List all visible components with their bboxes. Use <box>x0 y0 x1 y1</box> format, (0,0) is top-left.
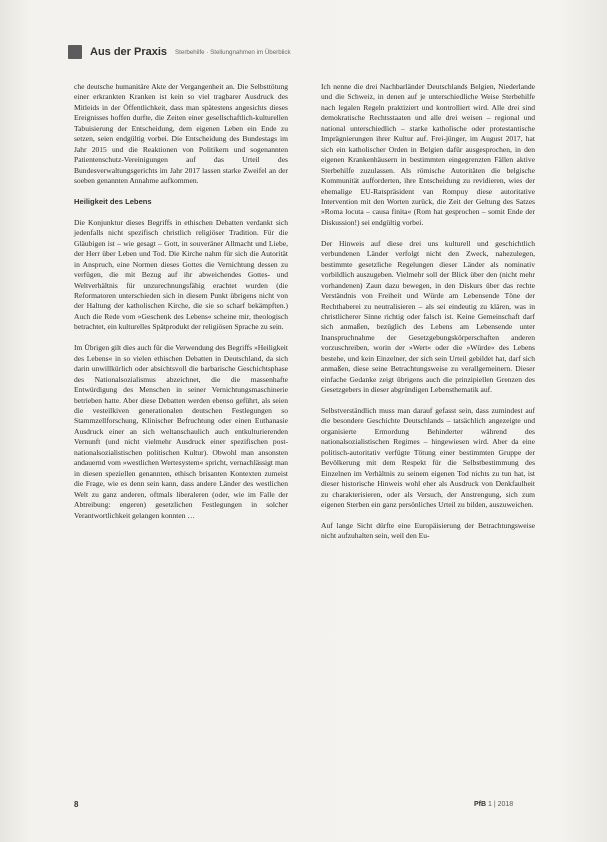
section-subtitle: Sterbehilfe · Stellungnahmen im Überblick <box>175 48 291 56</box>
paragraph: Im Übrigen gilt dies auch für die Verwendung des Begriffs »Heiligkeit des Lebens« in so vielen ethischen Debatten in Deutschland, da sich darin unwillkürlich oder absichtsvoll die barbarische Geschichtsphase des Nationalsozialismus abzeichnet, die die massenhafte Entwürdigung des Menschen in seiner Vernichtungsmaschinerie betrieben hatte. Aber diese Debatten werden ebenso geführt, als seien die vesteilkiven generationalen deutschen Festlegungen so Stammzellforschung, Klinischer Befruchtung oder einen Euthanasie Ausdruck einer an sich weltanschaulich auch entkulturierenden Vernunft (und nicht vielmehr Ausdruck einer spezifischen post-nationalsozialistischen politischen Kultur). Obwohl man ansonsten andauernd vom »westlichen Wertesystem« spricht, vernachlässigt man in diesen speziellen genannten, ethisch brisanten Kontexten zumeist die Frage, wie es denn sein kann, dass andere Länder des westlichen Welt zu ganz anderen, oftmals liberaleren (oder, wie im Falle der Abtreibung: engeren) gesetzlichen Festlegungen in solcher Verantwortlichkeit gelangen konnten … <box>74 343 288 520</box>
paragraph: Auf lange Sicht dürfte eine Europäisierung der Betrachtungsweise nicht aufzuhalten sein, weil den Eu- <box>321 520 535 541</box>
section-marker-icon <box>68 45 82 59</box>
paragraph: Selbstverständlich muss man darauf gefasst sein, dass zumindest auf die besondere Geschichte Deutschlands – tatsächlich angezeigte und organisierte Ermordung Behinderter während des nationalsozialistischen Regimes – hingewiesen wird. Aber da eine politisch-autoritativ verfügte Tötung einer bestimmten Gruppe der Bevölkerung mit dem Respekt für die Selbstbestimmung des Einzelnen im Verhältnis zu seinem eigenen Tod nichts zu tun hat, ist dieser historische Hinweis wohl eher als Ausdruck von Denkfaulheit zu charakterisieren, oder als Versuch, der Anstrengung, sich zum eigenen Sterben ein ganz persönliches Urteil zu bilden, auszuweichen. <box>321 406 535 510</box>
journal-name: PfB <box>474 801 487 808</box>
left-column <box>74 82 288 531</box>
issue-number: 1 | 2018 <box>488 801 514 808</box>
paragraph: che deutsche humanitäre Akte der Vergangenheit an. Die Selbsttötung einer erkrankten Kranken ist kein so viel tragbarer Ausdruck des Mitleids in der Öffentlichkeit, dass man spätestens angesichts dieses Ereignisses hoffen durfte, die Zeiten einer gesellschaftlich-kulturellen Tabuisierung der Entscheidung, dem eigenen Leben ein Ende zu setzen, seien endgültig vorbei. Die Entscheidung des Bundestags im Jahr 2015 und die Reaktionen von Politikern und sogenannten Patientenschutz-Vereinigungen auf das Urteil des Bundesverwaltungsgerichts im Jahr 2017 lassen starke Zweifel an der soeben genannten Annahme aufkommen. <box>74 82 288 186</box>
paragraph: Die Konjunktur dieses Begriffs in ethischen Debatten verdankt sich jedenfalls nicht spezifisch christlich religiöser Tradition. Für die Gläubigen ist – wie gesagt – Gott, in souveräner Allmacht und Liebe, der Herr über Leben und Tod. Die Kirche nahm für sich die Autorität in Anspruch, eine Normen dieses Gottes die Vernichtung dessen zu verfügen, die mit Bezug auf ihr abweichendes Gottes- und Weltverhältnis für unzurechnungsfähig erachtet wurden (die Reformatoren unterschieden sich in diesem Punkt übrigens nicht von der Haltung der katholischen Kirche, die sie so scharf bekämpften.) Auch die Rede vom »Geschenk des Lebens« scheine mir, theologisch betrachtet, ein kulturelles Spätprodukt der religiösen Sprache zu sein. <box>74 217 288 332</box>
right-column <box>321 82 535 552</box>
section-heading: Heiligkeit des Lebens <box>74 196 152 206</box>
paragraph: Ich nenne die drei Nachbarländer Deutschlands Belgien, Niederlande und die Schweiz, in denen auf je unterschiedliche Weise Sterbehilfe nach legalen Regeln praktiziert und kontrolliert wird. Alle drei sind demokratische Rechtsstaaten und alle drei weisen – regional und national unterschiedlich – starke katholische oder protestantische Imprägnierungen ihrer Kultur auf. Frei-jünger, im August 2017, hat sich ein katholischer Orden in Belgien dafür ausgesprochen, in den eigenen Krankenhäusern in bestimmten eingegrenzten Fällen aktive Sterbehilfe zuzulassen. Als römische Autoritäten die belgische Kommunität aufforderten, ihre Entscheidung zu revidieren, wies der ehemalige EU-Ratspräsident van Rompuy diese autoritative Intervention mit den Worten zurück, die Zeit der Geltung des Satzes »Roma locuta – causa finita« (Rom hat gesprochen – somit Ende der Diskussion!) sei endgültig vorbei. <box>321 82 535 227</box>
page-number: 8 <box>74 800 79 809</box>
running-header <box>68 44 568 60</box>
section-title: Aus der Praxis <box>90 46 168 58</box>
paragraph: Der Hinweis auf diese drei uns kulturell und geschichtlich verbundenen Länder verfolgt nicht den Zweck, nahezulegen, bestimmte gesetzliche Regelungen dieser Länder als nominativ vorbildlich auszugeben. Vielmehr soll der Blick über den (nicht mehr vorhandenen) Zaun dazu bewegen, in den Diskurs über das rechte Verständnis von Freiheit und Würde am Lebensende Töne der Rechthaberei zu neutralisieren – als sei eindeutig zu klären, was in christlicherer Sinne richtig oder falsch ist. Keine Gemeinschaft darf sich anmaßen, bezüglich des Lebens am Lebensende unter Inanspruchnahme der Gesetzgebungskörperschaften anderen vorzuschreiben, worin der »Wert« oder die »Würde« des Lebens bestehe, und kein Einzelner, der sich sein Urteil gebildet hat, darf sich anmaßen, diese seine Betrachtungsweise zu verallgemeinern. Dieser einfache Gedanke zeigt übrigens auch die prinzipiellen Grenzen des Gesetzgebers in dieser abgründigen Lebensthematik auf. <box>321 238 535 395</box>
journal-footer <box>474 801 513 808</box>
